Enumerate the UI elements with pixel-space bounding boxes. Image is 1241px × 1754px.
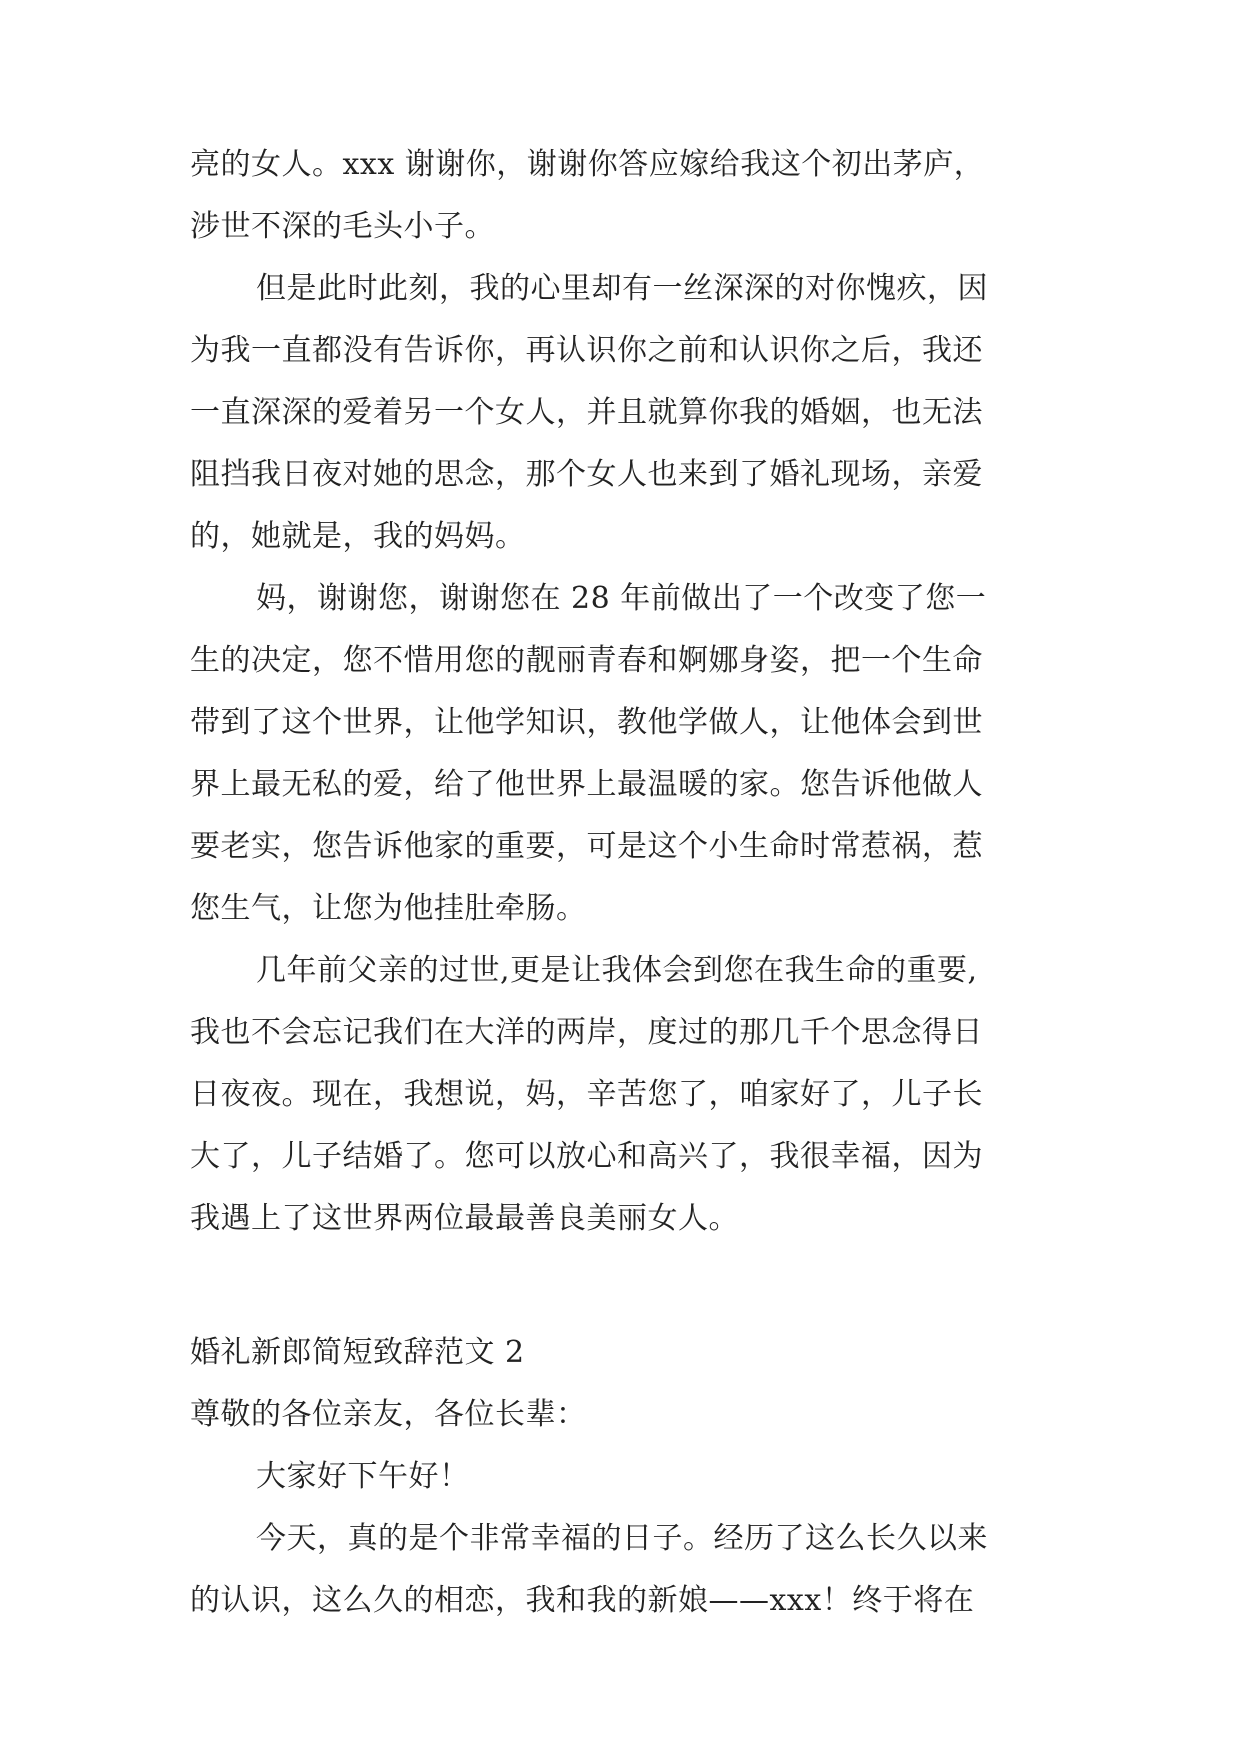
- text-line: 我也不会忘记我们在大洋的两岸，度过的那几千个思念得日: [190, 1015, 983, 1050]
- text-line: 界上最无私的爱，给了他世界上最温暖的家。您告诉他做人: [190, 767, 983, 802]
- paragraph: [190, 140, 1050, 264]
- paragraph: [190, 574, 1050, 946]
- text-line: 一直深深的爱着另一个女人，并且就算你我的婚姻，也无法: [190, 395, 983, 430]
- text-line: 要老实，您告诉他家的重要，可是这个小生命时常惹祸，惹: [190, 829, 983, 864]
- paragraph: [190, 1514, 1050, 1638]
- text-line: 几年前父亲的过世,更是让我体会到您在我生命的重要,: [256, 953, 978, 988]
- document-page: [190, 140, 1050, 1638]
- text-line: 的，她就是，我的妈妈。: [190, 519, 526, 554]
- text-line: 妈，谢谢您，谢谢您在 28 年前做出了一个改变了您一: [256, 581, 987, 616]
- text-line: 您生气，让您为他挂肚牵肠。: [190, 891, 587, 926]
- text-line: 大了，儿子结婚了。您可以放心和高兴了，我很幸福，因为: [190, 1139, 983, 1174]
- paragraph: [190, 264, 1050, 574]
- text-line: 阻挡我日夜对她的思念，那个女人也来到了婚礼现场，亲爱: [190, 457, 983, 492]
- text-line: 亮的女人。xxx 谢谢你，谢谢你答应嫁给我这个初出茅庐，: [190, 147, 985, 182]
- text-line: 带到了这个世界，让他学知识，教他学做人，让他体会到世: [190, 705, 983, 740]
- text-line: 涉世不深的毛头小子。: [190, 209, 495, 244]
- text-line: 日夜夜。现在，我想说，妈，辛苦您了，咱家好了，儿子长: [190, 1077, 983, 1112]
- paragraph: [190, 946, 1050, 1256]
- section-spacer: [190, 1256, 1050, 1328]
- text-line: 生的决定，您不惜用您的靓丽青春和婀娜身姿，把一个生命: [190, 643, 983, 678]
- text-line: 的认识，这么久的相恋，我和我的新娘——xxx！终于将在: [190, 1583, 975, 1618]
- section-heading: 婚礼新郎简短致辞范文 2: [190, 1335, 525, 1370]
- salutation: 尊敬的各位亲友，各位长辈：: [190, 1397, 587, 1432]
- text-line: 我遇上了这世界两位最最善良美丽女人。: [190, 1201, 739, 1236]
- text-line: 为我一直都没有告诉你，再认识你之前和认识你之后，我还: [190, 333, 983, 368]
- text-line: 今天，真的是个非常幸福的日子。经历了这么长久以来: [256, 1521, 988, 1556]
- greeting: 大家好下午好！: [256, 1459, 470, 1494]
- text-line: 但是此时此刻，我的心里却有一丝深深的对你愧疚，因: [256, 271, 988, 306]
